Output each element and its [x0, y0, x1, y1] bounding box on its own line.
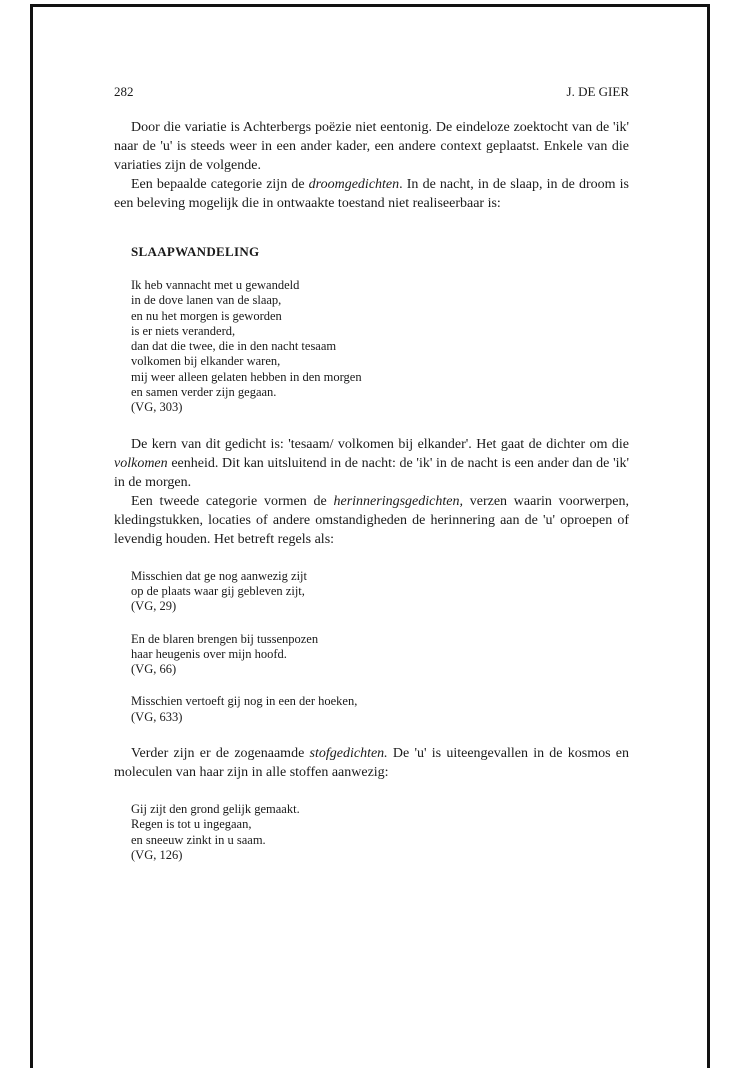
poem-line: volkomen bij elkander waren,	[131, 354, 281, 369]
quote-line: Gij zijt den grond gelijk gemaakt.	[131, 802, 300, 817]
scan-border-left	[30, 4, 33, 1068]
poem-slaapwandeling	[131, 278, 629, 416]
poem-line: dan dat die twee, die in den nacht tesaam	[131, 339, 337, 354]
quote-line: Misschien vertoeft gij nog in een der hoeken,	[131, 694, 358, 709]
poem-line: mij weer alleen gelaten hebben in den morgen	[131, 369, 362, 384]
scan-border-right	[707, 4, 710, 1068]
quote-citation: (VG, 126)	[131, 847, 183, 862]
quote-block	[131, 632, 629, 678]
quote-block	[131, 802, 629, 863]
quote-block	[131, 694, 629, 725]
scan-border-top	[30, 4, 710, 7]
quote-citation: (VG, 633)	[131, 709, 183, 724]
quote-citation: (VG, 29)	[131, 599, 177, 614]
running-head-author: J. DE GIER	[566, 84, 629, 99]
quote-line: Regen is tot u ingegaan,	[131, 817, 252, 832]
term-volkomen: volkomen	[114, 455, 168, 471]
poem-line: is er niets veranderd,	[131, 323, 236, 338]
paragraph-herinneringsgedichten: Een tweede categorie vormen de herinneringsgedichten, verzen waarin voorwerpen, kledingstukken, locaties of andere omstandigheden de herinnering aan de 'u' oproepen of levendig houden. Het betreft regels als:	[114, 493, 629, 547]
book-page	[114, 84, 629, 863]
term-droomgedichten: droomgedichten	[308, 177, 400, 192]
running-head	[114, 84, 629, 100]
paragraph-kern: De kern van dit gedicht is: 'tesaam/ volkomen bij elkander'. Het gaat de dichter om die volkomen eenheid. Dit kan uitsluitend in de nacht: de 'ik' in de nacht is een ander dan de 'ik' in de morgen.	[114, 436, 630, 490]
poem-line: en nu het morgen is geworden	[131, 308, 282, 323]
quote-block	[131, 569, 629, 615]
poem-title: SLAAPWANDELING	[131, 244, 260, 259]
paragraph-stofgedichten: Verder zijn er de zogenaamde stofgedichten. De 'u' is uiteengevallen in de kosmos en moleculen van haar zijn in alle stoffen aanwezig:	[114, 746, 629, 781]
quote-line: En de blaren brengen bij tussenpozen	[131, 631, 319, 646]
poem-line: Ik heb vannacht met u gewandeld	[131, 278, 300, 292]
paragraph-variation: Door die variatie is Achterbergs poëzie niet eentonig. De eindeloze zoektocht van de 'ik' naar de 'u' is steeds weer in een ander kader, een andere context geplaatst. Enkele van die variaties zijn de volgende.	[114, 120, 629, 173]
poem-citation: (VG, 303)	[131, 400, 183, 415]
quote-line: en sneeuw zinkt in u saam.	[131, 832, 266, 847]
quote-line: haar heugenis over mijn hoofd.	[131, 646, 287, 661]
poem-line: in de dove lanen van de slaap,	[131, 293, 282, 308]
term-herinneringsgedichten: herinneringsgedichten,	[333, 493, 463, 509]
poem-line: en samen verder zijn gegaan.	[131, 385, 277, 400]
quote-line: Misschien dat ge nog aanwezig zijt	[131, 568, 307, 583]
page-number: 282	[114, 84, 134, 99]
paragraph-droomgedichten: Een bepaalde categorie zijn de droomgedichten. In de nacht, in de slaap, in de droom is een beleving mogelijk die in ontwaakte toestand niet realiseerbaar is:	[114, 177, 629, 211]
quote-line: op de plaats waar gij gebleven zijt,	[131, 583, 305, 598]
quote-citation: (VG, 66)	[131, 662, 177, 677]
term-stofgedichten: stofgedichten.	[309, 746, 388, 762]
